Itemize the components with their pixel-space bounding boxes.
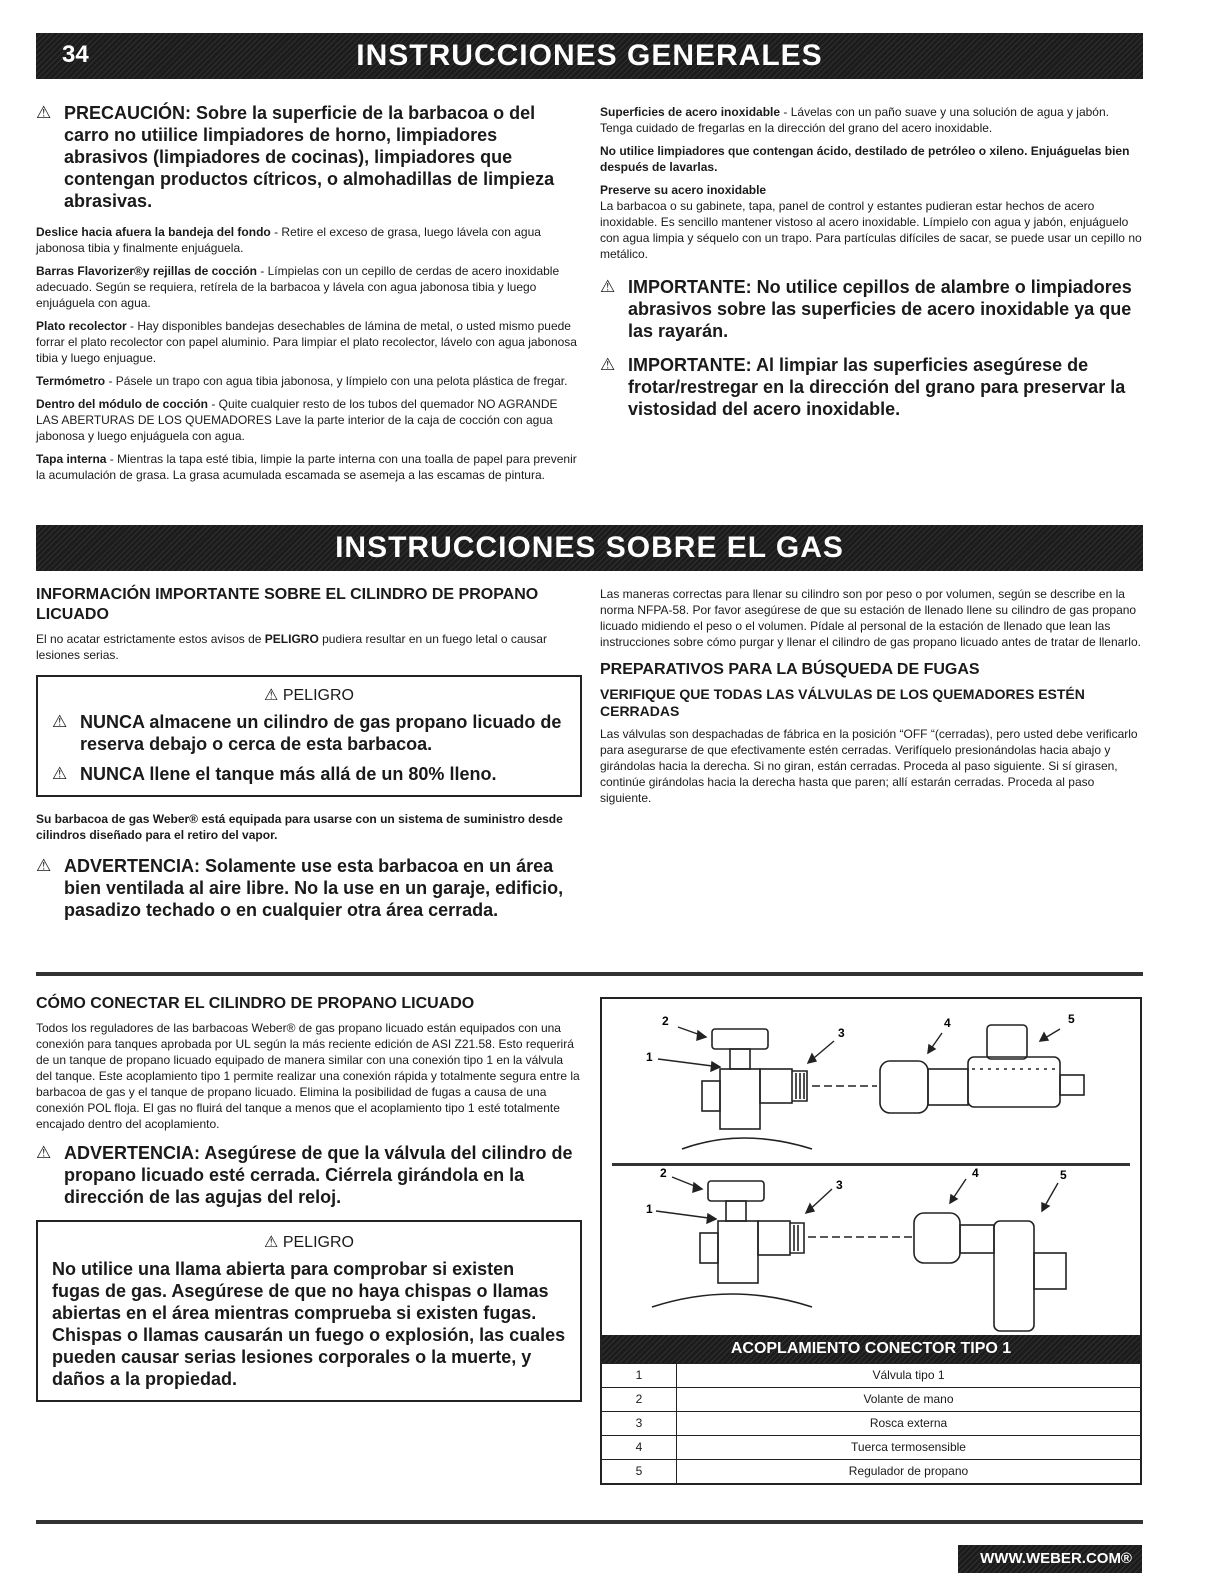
warning-triangle-icon: ⚠ bbox=[36, 856, 52, 875]
item-text: - Retire el exceso de grasa, luego lávela con agua jabonosa tibia y finalmente enjuáguela. bbox=[36, 225, 541, 255]
part-name: Rosca externa bbox=[869, 1416, 948, 1430]
warning-triangle-icon: ⚠ bbox=[52, 764, 68, 783]
part-name: Regulador de propano bbox=[848, 1464, 969, 1478]
advertencia-block-2 bbox=[36, 1142, 582, 1208]
item-label: Tapa interna bbox=[36, 452, 107, 466]
parts-table bbox=[602, 1363, 1140, 1483]
preserve-title: Preserve su acero inoxidable bbox=[600, 183, 767, 197]
footer-url[interactable]: WWW.WEBER.COM® bbox=[958, 1545, 1142, 1573]
callout-5-bottom: 5 bbox=[1060, 1168, 1067, 1182]
table-row bbox=[602, 1411, 1140, 1435]
page-number: 34 bbox=[62, 41, 89, 68]
callout-4: 4 bbox=[944, 1016, 951, 1030]
callout-1: 1 bbox=[646, 1050, 653, 1064]
part-number: 2 bbox=[602, 1388, 677, 1411]
weber-note: Su barbacoa de gas Weber® está equipada para usarse con un sistema de suministro desde cilindros diseñado para el retiro del vapor. bbox=[36, 812, 563, 842]
table-row bbox=[602, 1459, 1140, 1483]
danger-text-2: NUNCA llene el tanque más allá de un 80% lleno. bbox=[80, 764, 497, 784]
danger-line-2 bbox=[52, 763, 566, 785]
item-text: - Pásele un trapo con agua tibia jabonosa, y límpielo con una pelota plástica de fregar. bbox=[105, 374, 568, 388]
verify-text: Las válvulas son despachadas de fábrica en la posición “OFF “(cerradas), pero usted debe verificarlo para asegurarse de que efectivamente estén cerradas. Verifíquelo presionándolas hacia abajo y girándolas hacia la derecha. Si no giran, están cerradas. Proceda al paso siguiente. Si sí girasen, continúe girándolas hacia la derecha hasta que paren; allí estarán cerradas. Proceda al paso siguiente. bbox=[600, 727, 1138, 805]
danger-heading bbox=[52, 1232, 566, 1252]
item-text: - Mientras la tapa esté tibia, limpie la parte interna con una toalla de papel para prevenir la acumulación de grasa. La grasa acumulada escamada se asemeja a las escamas de pintura. bbox=[36, 452, 577, 482]
general-item bbox=[36, 224, 582, 256]
warning-triangle-icon: ⚠ bbox=[36, 103, 52, 122]
steel-paragraph bbox=[600, 104, 1142, 136]
danger-heading bbox=[52, 685, 566, 705]
item-label: Deslice hacia afuera la bandeja del fondo bbox=[36, 225, 271, 239]
connect-title: CÓMO CONECTAR EL CILINDRO DE PROPANO LICUADO bbox=[36, 995, 475, 1012]
section-divider bbox=[36, 972, 1143, 976]
danger-text-1: NUNCA almacene un cilindro de gas propano licuado de reserva debajo o cerca de esta barbacoa. bbox=[80, 712, 562, 754]
general-item bbox=[36, 451, 582, 483]
prep-title: PREPARATIVOS PARA LA BÚSQUEDA DE FUGAS bbox=[600, 661, 980, 678]
warning-triangle-icon: ⚠ bbox=[600, 277, 616, 296]
callout-3-bottom: 3 bbox=[836, 1178, 843, 1192]
advertencia-text-2: ADVERTENCIA: Asegúrese de que la válvula del cilindro de propano licuado esté cerrada. Ciérrela girándola en la dirección de las agujas del reloj. bbox=[64, 1143, 573, 1207]
info-text-b: pudiera resultar en un fuego letal o causar lesiones serias. bbox=[36, 632, 547, 662]
callout-1-bottom: 1 bbox=[646, 1202, 653, 1216]
item-text: - Hay disponibles bandejas desechables de lámina de metal, o usted mismo puede forrar el plato recolector con papel aluminio. Para limpiar el plato recolector, lávelo con agua jabonosa tibia y luego enjuague. bbox=[36, 319, 577, 365]
callout-4-bottom: 4 bbox=[972, 1167, 979, 1180]
important-text-2: IMPORTANTE: Al limpiar las superficies asegúrese de frotar/restregar en la dirección del grano para preservar la vistosidad del acero inoxidable. bbox=[628, 355, 1126, 419]
callout-2: 2 bbox=[662, 1014, 669, 1028]
item-label: Termómetro bbox=[36, 374, 106, 388]
general-item bbox=[36, 396, 582, 444]
danger-box-1 bbox=[36, 675, 582, 797]
gas-left-column bbox=[36, 585, 582, 933]
connector-figure bbox=[600, 997, 1142, 1485]
item-text: - Quite cualquier resto de los tubos del quemador NO AGRANDE LAS ABERTURAS DE LOS QUEMADORES Lave la parte interior de la caja de cocción con agua jabonosa y luego enjuáguela con agua. bbox=[36, 397, 558, 443]
part-number: 3 bbox=[602, 1412, 677, 1435]
warning-triangle-icon: ⚠ bbox=[52, 712, 68, 731]
item-label: Dentro del módulo de cocción bbox=[36, 397, 209, 411]
warning-triangle-icon: ⚠ bbox=[264, 1234, 283, 1251]
item-label: Barras Flavorizer®y rejillas de cocción bbox=[36, 264, 257, 278]
connect-text: Todos los reguladores de las barbacoas Weber® de gas propano licuado están equipados con una conexión para tanques aprobada por UL según la más reciente edición de ASI Z21.58. Esto requerirá de un tanque de propano licuado equipado de manera similar con una conexión tipo 1 en la válvula del tanque. Este acoplamiento tipo 1 permite realizar una conexión rápida y totalmente segura entre la barbacoa de gas y el tanque de propano licuado. Elimina la posibilidad de fugas a causa de una conexión POL floja. El gas no fluirá del tanque a menos que el acoplamiento tipo 1 esté totalmente encajado dentro del acoplamiento. bbox=[36, 1021, 580, 1131]
callout-3: 3 bbox=[838, 1026, 845, 1040]
header-banner-gas bbox=[36, 525, 1143, 571]
general-item bbox=[36, 373, 582, 389]
general-right-column bbox=[600, 104, 1142, 432]
steel-label: Superficies de acero inoxidable bbox=[600, 105, 781, 119]
info-title: INFORMACIÓN IMPORTANTE SOBRE EL CILINDRO DE PROPANO LICUADO bbox=[36, 586, 539, 623]
advertencia-block-1 bbox=[36, 855, 582, 921]
danger-heading-text: PELIGRO bbox=[282, 1234, 354, 1251]
item-label: Plato recolector bbox=[36, 319, 127, 333]
warning-triangle-icon: ⚠ bbox=[36, 1143, 52, 1162]
caution-text: PRECAUCIÓN: Sobre la superficie de la barbacoa o del carro no utiilice limpiadores de horno, limpiadores abrasivos (limpiadores de cocinas), limpiadores que contengan productos cítricos, o almohadillas de limpieza abrasivas. bbox=[64, 103, 555, 211]
part-number: 5 bbox=[602, 1460, 677, 1483]
steel-text: - Lávelas con un paño suave y una solución de agua y jabón. Tenga cuidado de fregarlas en la dirección del grano del acero inoxidable. bbox=[600, 105, 1109, 135]
important-block-1 bbox=[600, 276, 1142, 342]
general-item bbox=[36, 263, 582, 311]
warning-triangle-icon: ⚠ bbox=[264, 687, 283, 704]
figure-divider bbox=[612, 1163, 1130, 1166]
callout-2-bottom: 2 bbox=[660, 1167, 667, 1180]
info-text-bold: PELIGRO bbox=[264, 632, 319, 646]
danger-box-2 bbox=[36, 1220, 582, 1402]
item-text: - Límpielas con un cepillo de cerdas de acero inoxidable adecuado. Según se requiera, retírela de la barbacoa y lávela con agua jabonosa tibia y luego enjuáguela con agua. bbox=[36, 264, 560, 310]
table-row bbox=[602, 1435, 1140, 1459]
table-row bbox=[602, 1387, 1140, 1411]
header-banner-general bbox=[36, 33, 1143, 79]
important-block-2 bbox=[600, 354, 1142, 420]
danger-heading-text: PELIGRO bbox=[282, 687, 354, 704]
table-row bbox=[602, 1363, 1140, 1387]
warning-triangle-icon: ⚠ bbox=[600, 355, 616, 374]
danger-line-1 bbox=[52, 711, 566, 755]
advertencia-text-1: ADVERTENCIA: Solamente use esta barbacoa en un área bien ventilada al aire libre. No la use en un garaje, edificio, pasadizo techado o en cualquier otra área cerrada. bbox=[64, 856, 564, 920]
footer-divider bbox=[36, 1520, 1143, 1524]
figure-caption: ACOPLAMIENTO CONECTOR TIPO 1 bbox=[602, 1335, 1140, 1363]
gas-right-column bbox=[600, 586, 1142, 813]
connect-left-column bbox=[36, 994, 582, 1402]
connector-illustration-top bbox=[602, 999, 1140, 1159]
info-text-a: El no acatar estrictamente estos avisos de bbox=[36, 632, 265, 646]
section-title-general: INSTRUCCIONES GENERALES bbox=[356, 39, 823, 72]
info-text bbox=[36, 631, 582, 663]
part-name: Tuerca termosensible bbox=[851, 1440, 966, 1454]
preserve-text: La barbacoa o su gabinete, tapa, panel de control y estantes pudieran estar hechos de acero inoxidable. Es sencillo mantener vistoso al acero inoxidable. Límpielo con agua y jabón, enjuáguelo con agua limpia y séquelo con un trapo. Para partículas difíciles de sacar, se puede usar un cepillo no metálico. bbox=[600, 199, 1142, 261]
fill-text: Las maneras correctas para llenar su cilindro son por peso o por volumen, según se describe en la norma NFPA-58. Por favor asegúrese de que su estación de llenado llene su cilindro de gas propano licuado midiendo el peso o el volumen. Pídale al personal de la estación de llenado que lean las instrucciones sobre cómo purgar y llenar el cilindro de gas propano licuado antes de tratar de llenarlo. bbox=[600, 587, 1141, 649]
connector-illustration-bottom bbox=[602, 1167, 1140, 1333]
part-number: 1 bbox=[602, 1364, 677, 1387]
part-name: Volante de mano bbox=[863, 1392, 954, 1406]
general-item bbox=[36, 318, 582, 366]
section-title-gas: INSTRUCCIONES SOBRE EL GAS bbox=[335, 531, 844, 564]
part-name: Válvula tipo 1 bbox=[872, 1368, 945, 1382]
steel-bold-note: No utilice limpiadores que contengan ácido, destilado de petróleo o xileno. Enjuáguelas bien después de lavarlas. bbox=[600, 144, 1130, 174]
important-text-1: IMPORTANTE: No utilice cepillos de alambre o limpiadores abrasivos sobre las superficies de acero inoxidable ya que las rayarán. bbox=[628, 277, 1132, 341]
danger2-text: No utilice una llama abierta para comprobar si existen fugas de gas. Asegúrese de que no haya chispas o llamas abiertas en el área mientras comprueba si existen fugas. Chispas o llamas causarán un fuego o explosión, las cuales pueden causar serias lesiones corporales o la muerte, y daños a la propiedad. bbox=[52, 1259, 566, 1389]
general-left-column bbox=[36, 102, 582, 490]
caution-block bbox=[36, 102, 582, 212]
verify-title: VERIFIQUE QUE TODAS LAS VÁLVULAS DE LOS QUEMADORES ESTÉN CERRADAS bbox=[600, 686, 1085, 719]
callout-5: 5 bbox=[1068, 1012, 1075, 1026]
part-number: 4 bbox=[602, 1436, 677, 1459]
